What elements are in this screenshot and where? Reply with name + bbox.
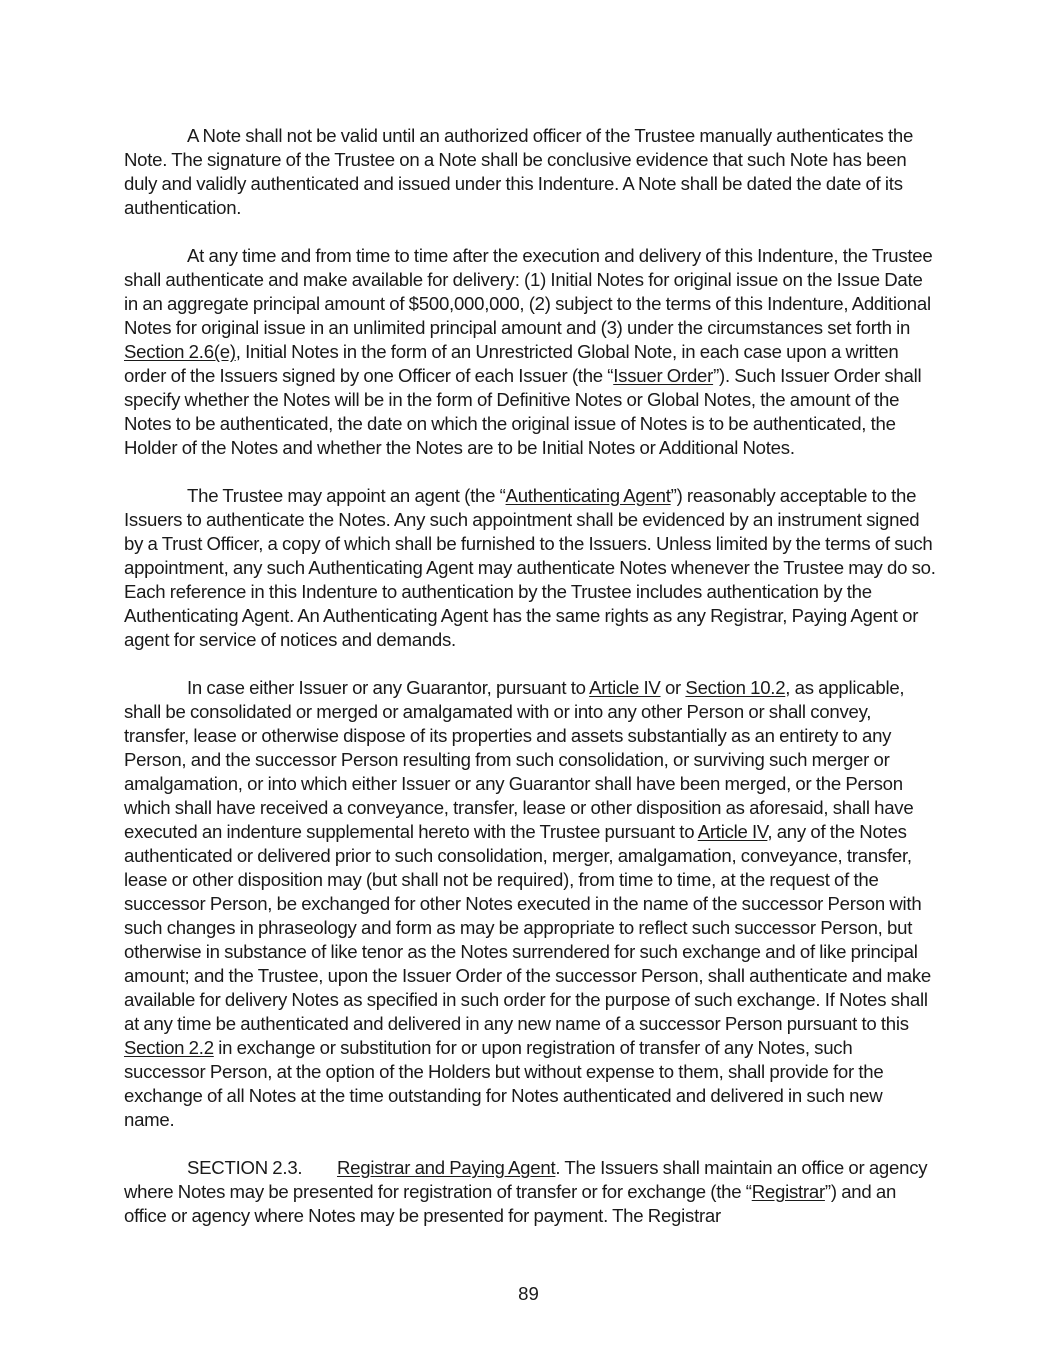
cross-reference-article-iv[interactable]: Article IV [589,677,661,698]
paragraph-note-validity [124,124,936,220]
paragraph-authentication-order [124,244,936,460]
paragraph-text: in exchange or substitution for or upon registration of transfer of any Notes, such successor Person, at the option of the Holders but without expense to them, shall provide for the exchange of all Notes at the time outstanding for Notes authenticated and delivered in such new name. [124,1037,884,1130]
paragraph-text: . The Issuers shall maintain an office or agency where Notes may be presented for registration of transfer or for exchange (the “ [124,1157,928,1202]
paragraph-text: , any of the Notes authenticated or delivered prior to such consolidation, merger, amalgamation, conveyance, transfer, lease or other disposition may (but shall not be required), from time to time, at the request of the successor Person, be exchanged for other Notes executed in the name of the successor Person with such changes in phraseology and form as may be appropriate to reflect such successor Person, but otherwise in substance of like tenor as the Notes surrendered for such exchange and of like principal amount; and the Trustee, upon the Issuer Order of the successor Person, shall authenticate and make available for delivery Notes as specified in such order for the purpose of such exchange. If Notes shall at any time be authenticated and delivered in any new name of a successor Person pursuant to this [124,821,932,1034]
paragraph-text: The Trustee may appoint an agent (the “ [187,485,506,506]
paragraph-text: or [660,677,686,698]
paragraph-text: At any time and from time to time after the execution and delivery of this Indenture, the Trustee shall authenticate and make available for delivery: (1) Initial Notes for original issue on the Issue Date in an aggregate principal amount of $500,000,000, (2) subject to the terms of this Indenture, Additional Notes for original issue in an unlimited principal amount and (3) under the circumstances set forth in [124,245,933,338]
cross-reference-section-2-6e[interactable]: Section 2.6(e) [124,341,236,362]
paragraph-text: , as applicable, shall be consolidated or merged or amalgamated with or into any other Person or shall convey, transfer, lease or otherwise dispose of its properties and assets substantially as an entirety to any Person, and the successor Person resulting from such consolidation, or surviving such merger or amalgamation, or into which either Issuer or any Guarantor shall have been merged, or the Person which shall have received a conveyance, transfer, lease or other disposition as aforesaid, shall have executed an indenture supplemental hereto with the Trustee pursuant to [124,677,914,842]
section-number: SECTION 2.3. [187,1157,303,1178]
cross-reference-section-10-2[interactable]: Section 10.2 [685,677,786,698]
paragraph-text: , Initial Notes in the form of an Unrestricted Global Note, in each case upon a written order of the Issuers signed by one Officer of each Issuer (the “ [124,341,899,386]
defined-term-issuer-order: Issuer Order [613,365,714,386]
paragraph-text: ”) reasonably acceptable to the Issuers to authenticate the Notes. Any such appointment shall be evidenced by an instrument signed by a Trust Officer, a copy of which shall be furnished to the Issuers. Unless limited by the terms of such appointment, any such Authenticating Agent may authenticate Notes whenever the Trustee may do so. Each reference in this Indenture to authentication by the Trustee includes authentication by the Authenticating Agent. An Authenticating Agent has the same rights as any Registrar, Paying Agent or agent for service of notices and demands. [124,485,936,650]
document-page [124,124,936,1252]
page-number: 89 [518,1283,539,1304]
paragraph-text: In case either Issuer or any Guarantor, pursuant to [187,677,590,698]
section-heading: Registrar and Paying Agent [337,1157,556,1178]
cross-reference-section-2-2[interactable]: Section 2.2 [124,1037,214,1058]
defined-term-registrar: Registrar [751,1181,825,1202]
paragraph-authenticating-agent [124,484,936,652]
paragraph-text: ”). Such Issuer Order shall specify whether the Notes will be in the form of Definitive Notes or Global Notes, the amount of the Notes to be authenticated, the date on which the original issue of Notes is to be authenticated, the Holder of the Notes and whether the Notes are to be Initial Notes or Additional Notes. [124,365,922,458]
paragraph-text: A Note shall not be valid until an authorized officer of the Trustee manually authenticates the Note. The signature of the Trustee on a Note shall be conclusive evidence that such Note has been duly and validly authenticated and issued under this Indenture. A Note shall be dated the date of its authentication. [124,125,914,218]
cross-reference-article-iv-second[interactable]: Article IV [697,821,768,842]
defined-term-authenticating-agent: Authenticating Agent [505,485,671,506]
paragraph-section-2-3 [124,1156,936,1228]
paragraph-text: ”) and an office or agency where Notes may be presented for payment. The Registrar [124,1181,897,1226]
paragraph-successor-person [124,676,936,1132]
